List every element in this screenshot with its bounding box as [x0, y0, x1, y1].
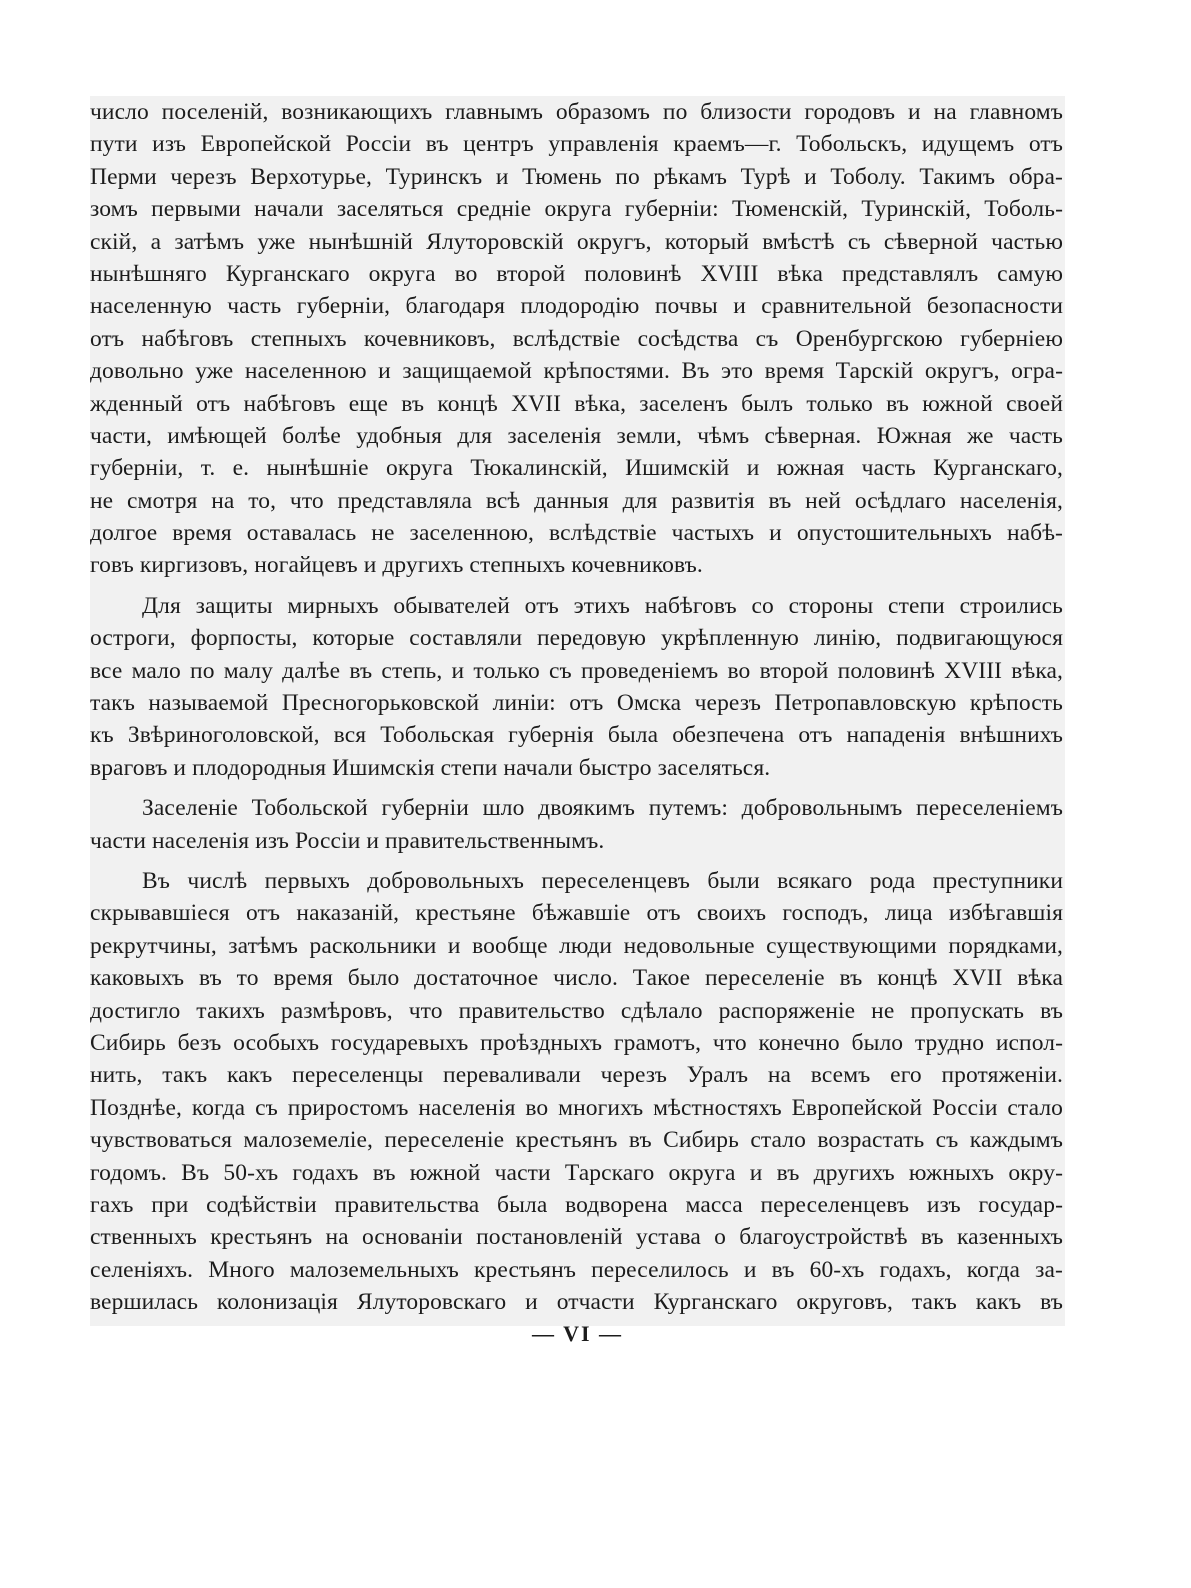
paragraph	[90, 96, 1065, 582]
text-line: не смотря на то, что представляла всѣ данныя для развитія въ ней осѣдлаго населенія,	[90, 487, 1063, 514]
text-line: ственныхъ крестьянъ на основаніи постановленій устава о благоустройствѣ въ казенныхъ	[90, 1224, 1063, 1251]
text-line: селеніяхъ. Много малоземельныхъ крестьянъ переселилось и въ 60-хъ годахъ, когда за-	[90, 1256, 1063, 1283]
text-line: гахъ при содѣйствіи правительства была водворена масса переселенцевъ изъ государ-	[90, 1191, 1063, 1218]
text-line: населенную часть губерніи, благодаря плодородію почвы и сравнительной безопасности	[90, 293, 1063, 320]
text-line: жденный отъ набѣговъ еще въ концѣ XVII вѣка, заселенъ былъ только въ южной своей	[90, 390, 1063, 417]
text-line: Перми черезъ Верхотурье, Туринскъ и Тюмень по рѣкамъ Турѣ и Тоболу. Такимъ обра-	[90, 163, 1063, 190]
text-line: число поселеній, возникающихъ главнымъ образомъ по близости городовъ и на главномъ	[90, 99, 1063, 125]
paragraph	[90, 792, 1065, 857]
text-line: враговъ и плодородныя Ишимскія степи начали быстро заселяться.	[90, 754, 771, 781]
page-number: — VI —	[531, 1321, 624, 1346]
text-line: годомъ. Въ 50-хъ годахъ въ южной части Тарскаго округа и въ другихъ южныхъ окру-	[90, 1159, 1063, 1186]
text-line: достигло такихъ размѣровъ, что правительство сдѣлало распоряженіе не пропускать въ	[90, 997, 1063, 1024]
text-line: скій, а затѣмъ уже нынѣшній Ялуторовскій округъ, который вмѣстѣ съ сѣверной частью	[90, 228, 1063, 255]
text-line: вершилась колонизація Ялуторовскаго и отчасти Курганскаго округовъ, такъ какъ въ	[90, 1289, 1063, 1316]
paragraph	[90, 865, 1065, 1318]
text-line: такъ называемой Пресногорьковской линіи: отъ Омска черезъ Петропавловскую крѣпость	[90, 690, 1063, 717]
body-text	[90, 96, 1065, 1326]
text-line: пути изъ Европейской Россіи въ центръ управленія краемъ—г. Тобольскъ, идущемъ отъ	[90, 131, 1063, 158]
text-line: говъ киргизовъ, ногайцевъ и другихъ степныхъ кочевниковъ.	[90, 552, 703, 579]
text-line: Заселеніе Тобольской губерніи шло двоякимъ путемъ: добровольнымъ переселеніемъ	[142, 795, 1063, 822]
text-line: части населенія изъ Россіи и правительственнымъ.	[90, 827, 605, 854]
text-line: Позднѣе, когда съ приростомъ населенія во многихъ мѣстностяхъ Европейской Россіи стало	[90, 1094, 1063, 1121]
text-line: Сибирь безъ особыхъ государевыхъ проѣздныхъ грамотъ, что конечно было трудно испол-	[90, 1029, 1063, 1056]
text-line: губерніи, т. е. нынѣшніе округа Тюкалинскій, Ишимскій и южная часть Курганскаго,	[90, 455, 1063, 482]
text-line: нить, такъ какъ переселенцы переваливали черезъ Уралъ на всемъ его протяженіи.	[90, 1062, 1063, 1089]
paragraph	[90, 590, 1065, 784]
document-page	[90, 96, 1065, 1346]
text-line: Въ числѣ первыхъ добровольныхъ переселенцевъ были всякаго рода преступники	[142, 867, 1063, 894]
text-line: довольно уже населенною и защищаемой крѣпостями. Въ это время Тарскій округъ, огра-	[90, 358, 1063, 385]
text-line: остроги, форпосты, которые составляли передовую укрѣпленную линію, подвигающуюся	[90, 625, 1063, 652]
text-line: долгое время оставалась не заселенною, вслѣдствіе частыхъ и опустошительныхъ набѣ-	[90, 520, 1063, 547]
text-line: рекрутчины, затѣмъ раскольники и вообще люди недовольные существующими порядками,	[90, 932, 1063, 959]
text-line: отъ набѣговъ степныхъ кочевниковъ, вслѣдствіе сосѣдства съ Оренбургскою губерніею	[90, 325, 1063, 352]
text-line: нынѣшняго Курганскаго округа во второй половинѣ XVIII вѣка представлялъ самую	[90, 260, 1063, 287]
text-line: все мало по малу далѣе въ степь, и только съ проведеніемъ во второй половинѣ XVIII вѣка,	[90, 657, 1063, 684]
text-line: части, имѣющей болѣе удобныя для заселенія земли, чѣмъ сѣверная. Южная же часть	[90, 422, 1063, 449]
text-line: къ Звѣриноголовской, вся Тобольская губернія была обезпечена отъ нападенія внѣшнихъ	[90, 722, 1063, 749]
text-line: чувствоваться малоземеліе, переселеніе крестьянъ въ Сибирь стало возрастать съ каждымъ	[90, 1127, 1063, 1154]
text-line: Для защиты мирныхъ обывателей отъ этихъ набѣговъ со стороны степи строились	[142, 592, 1063, 619]
text-line: зомъ первыми начали заселяться средніе округа губерніи: Тюменскій, Туринскій, Тоболь-	[90, 196, 1063, 223]
text-line: каковыхъ въ то время было достаточное число. Такое переселеніе въ концѣ XVII вѣка	[90, 965, 1063, 992]
text-line: скрывавшіеся отъ наказаній, крестьяне бѣжавшіе отъ своихъ господъ, лица избѣгавшія	[90, 900, 1063, 927]
